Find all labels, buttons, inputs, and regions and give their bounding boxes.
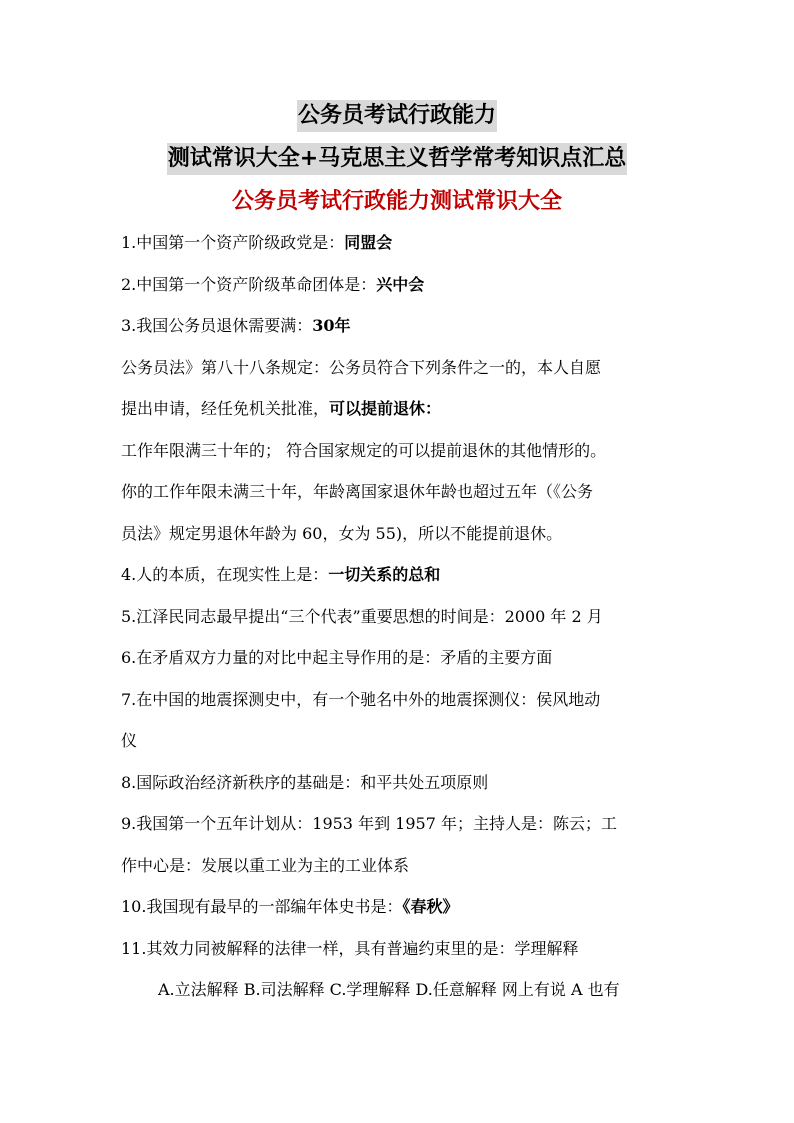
item-3-question: 3.我国公务员退休需要满： <box>121 316 313 335</box>
law-line-2-text: 提出申请，经任免机关批准， <box>121 399 330 418</box>
item-6: 6.在矛盾双方力量的对比中起主导作用的是：矛盾的主要方面 <box>121 648 553 667</box>
item-9-line-1: 9.我国第一个五年计划从：1953 年到 1957 年；主持人是：陈云；工 <box>121 814 617 833</box>
item-2-question: 2.中国第一个资产阶级革命团体是： <box>121 275 377 294</box>
item-8: 8.国际政治经济新秩序的基础是：和平共处五项原则 <box>121 773 489 792</box>
item-3 <box>121 314 681 338</box>
title-line-1-text: 公务员考试行政能力 <box>297 100 497 132</box>
item-4 <box>121 563 681 587</box>
law-line-1: 公务员法》第八十八条规定：公务员符合下列条件之一的，本人自愿 <box>121 358 602 377</box>
title-line-1 <box>0 100 794 132</box>
title-line-2 <box>0 143 794 175</box>
item-2 <box>121 273 681 297</box>
item-10-answer: 《春秋》 <box>402 897 459 916</box>
item-4-question: 4.人的本质，在现实性上是： <box>121 565 329 584</box>
item-7-line-1: 7.在中国的地震探测史中，有一个驰名中外的地震探测仪：侯风地动 <box>121 690 601 709</box>
item-11: 11.其效力同被解释的法律一样，具有普遍约束里的是：学理解释 <box>121 939 579 958</box>
law-line-5: 员法》规定男退休年龄为 60，女为 55)，所以不能提前退休。 <box>121 524 563 543</box>
item-2-answer: 兴中会 <box>376 275 425 294</box>
item-1-answer: 同盟会 <box>344 233 393 252</box>
law-line-2 <box>121 397 681 421</box>
law-line-3: 工作年限满三十年的； 符合国家规定的可以提前退休的其他情形的。 <box>121 441 607 460</box>
red-heading: 公务员考试行政能力测试常识大全 <box>231 189 562 214</box>
item-10 <box>121 895 681 919</box>
item-1 <box>121 231 681 255</box>
item-10-question: 10.我国现有最早的一部编年体史书是： <box>121 897 403 916</box>
item-3-answer: 30年 <box>312 316 351 335</box>
item-9-line-2: 作中心是：发展以重工业为主的工业体系 <box>121 856 410 875</box>
item-11-options: A.立法解释 B.司法解释 C.学理解释 D.任意解释 网上有说 A 也有 <box>158 980 620 999</box>
item-5: 5.江泽民同志最早提出“三个代表”重要思想的时间是：2000 年 2 月 <box>121 607 603 626</box>
item-1-question: 1.中国第一个资产阶级政党是： <box>121 233 345 252</box>
title-line-2-text: 测试常识大全+马克思主义哲学常考知识点汇总 <box>167 143 627 175</box>
item-7-line-2: 仪 <box>121 731 138 750</box>
item-4-answer: 一切关系的总和 <box>328 565 441 584</box>
law-line-2-bold: 可以提前退休： <box>329 399 442 418</box>
law-line-4: 你的工作年限未满三十年，年龄离国家退休年龄也超过五年（《公务 <box>121 482 594 501</box>
